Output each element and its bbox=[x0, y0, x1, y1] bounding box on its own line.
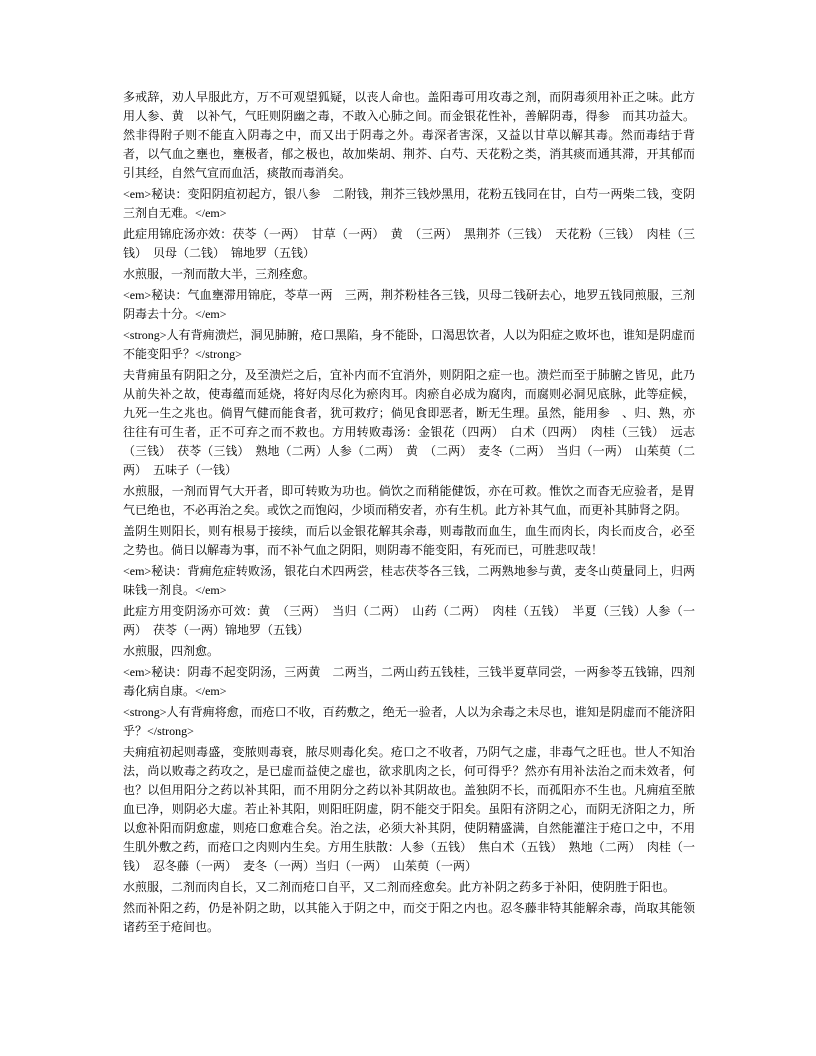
paragraph-secret-rhyme: <em>秘诀：阴毒不起变阴汤，三两黄 二两当，二两山药五钱桂，三钱半夏草同尝，一两参苓五钱锦，四剂毒化病自康。</em> bbox=[123, 665, 695, 698]
paragraph-case-heading: <strong>人有背痈溃烂，洞见肺腑，疮口黑陷，身不能卧，口渴思饮者，人以为阳症之败坏也，谁知是阴虚而不能变阳乎？</strong> bbox=[123, 328, 695, 361]
paragraph-secret-rhyme: <em>秘诀：变阳阴疽初起方，银八参 二附钱，荆芥三钱炒黑用，花粉五钱同在甘，白芍一两柴二钱，变阴三剂自无难。</em> bbox=[123, 187, 695, 220]
paragraph-prescription: 此症方用变阴汤亦可效：黄 （三两） 当归（二两） 山药（二两） 肉桂（五钱） 半夏（三钱）人参（一两） 茯苓（一两）锦地罗（五钱） bbox=[123, 604, 695, 637]
paragraph: 多戒辞，劝人早服此方，万不可观望狐疑，以丧人命也。盖阳毒可用攻毒之剂，而阴毒须用补正之味。此方用人参、黄 以补气，气旺则阴幽之毒，不敢入心肺之间。而金银花性补，善解阴毒，得参 而其功益大。然非得附子则不能直入阴毒之中，而又出于阴毒之外。毒深者害深，又益以甘草以解其毒。然而毒结于背者，以气血之壅也，壅极者，郁之极也，故加柴胡、荆芥、白芍、天花粉之类，消其痰而通其滞，开其郁而引其经，自然气宣而血活，痰散而毒消矣。 bbox=[123, 90, 695, 180]
paragraph-prescription: 此症用锦庇汤亦效：茯苓（一两） 甘草（一两） 黄 （三两） 黑荆芥（三钱） 天花粉（三钱） 肉桂（三钱） 贝母（二钱） 锦地罗（五钱） bbox=[123, 227, 695, 260]
paragraph: 夫背痈虽有阴阳之分，及至溃烂之后，宜补内而不宜消外，则阴阳之症一也。溃烂而至于肺腑之皆见，此乃从前失补之故，使毒蕴而延烧，将好肉尽化为瘀肉耳。肉瘀自必成为腐肉，而腐则必洞见底脉，此等症候，九死一生之兆也。倘胃气健而能食者，犹可救疗；倘见食即恶者，断无生理。虽然，能用参 、归、熟，亦往往有可生者，正不可弃之而不救也。方用转败毒汤：金银花（四两） 白术（四两） 肉桂（三钱） 远志（三钱） 茯苓（三钱） 熟地（二两）人参（二两） 黄 （二两） 麦冬（二两） 当归（一两） 山茱萸（二两） 五味子（一钱） bbox=[123, 368, 695, 477]
paragraph: 水煎服，四剂愈。 bbox=[123, 644, 220, 658]
paragraph-secret-rhyme: <em>秘诀：气血壅滞用锦庇，苓草一两 三两，荆芥粉桂各三钱，贝母二钱研去心，地罗五钱同煎服，三剂阴毒去十分。</em> bbox=[123, 288, 695, 321]
paragraph: 水煎服，一剂而胃气大开者，即可转败为功也。倘饮之而稍能健饭，亦在可救。惟饮之而杳无应验者，是胃气已绝也，不必再治之矣。或饮之而饱闷，少顷而稍安者，亦有生机。此方补其气血，而更补其肺肾之阴。 bbox=[123, 484, 695, 517]
paragraph-case-heading: <strong>人有背痈将愈，而疮口不收，百药敷之，绝无一验者，人以为余毒之未尽也，谁知是阴虚而不能济阳乎？</strong> bbox=[123, 705, 695, 738]
paragraph: 盖阴生则阳长，则有根易于接续，而后以金银花解其余毒，则毒散而血生，血生而肉长，肉长而皮合，必至之势也。倘日以解毒为事，而不补气血之阴阳，则阴毒不能变阳，有死而已，可胜悲叹哉！ bbox=[123, 524, 695, 557]
paragraph: 水煎服，二剂而肉自长，又二剂而疮口自平，又二剂而痊愈矣。此方补阴之药多于补阳，使阴胜于阳也。 bbox=[123, 880, 676, 894]
document-body bbox=[123, 88, 695, 939]
paragraph: 然而补阳之药，仍是补阴之助，以其能入于阴之中，而交于阳之内也。忍冬藤非特其能解余毒，尚取其能领诸药至于疮间也。 bbox=[123, 901, 695, 934]
paragraph: 夫痈疽初起则毒盛，变脓则毒衰，脓尽则毒化矣。疮口之不收者，乃阴气之虚，非毒气之旺也。世人不知治法，尚以败毒之药攻之，是已虚而益使之虚也，欲求肌肉之长，何可得乎？然亦有用补法治之而未效者，何也？以但用阳分之药以补其阳，而不用阴分之药以补其阴故也。盖独阴不长，而孤阳亦不生也。凡痈疽至脓血已净，则阴必大虚。若止补其阳，则阳旺阴虚，阴不能交于阳矣。虽阳有济阴之心，而阴无济阳之力，所以愈补阳而阴愈虚，则疮口愈难合矣。治之法，必须大补其阴，使阴精盛满，自然能灌注于疮口之中，不用生肌外敷之药，而疮口之肉则内生矣。方用生肤散：人参（五钱） 焦白术（五钱） 熟地（二两） 肉桂（一钱） 忍冬藤（一两） 麦冬（一两）当归（一两） 山茱萸（一两） bbox=[123, 745, 695, 873]
paragraph-secret-rhyme: <em>秘诀：背痈危症转败汤，银花白术四两尝，桂志茯苓各三钱，二两熟地参与黄，麦冬山萸量同上，归两味钱一剂良。</em> bbox=[123, 564, 695, 597]
paragraph: 水煎服，一剂而散大半，三剂痊愈。 bbox=[123, 267, 316, 281]
